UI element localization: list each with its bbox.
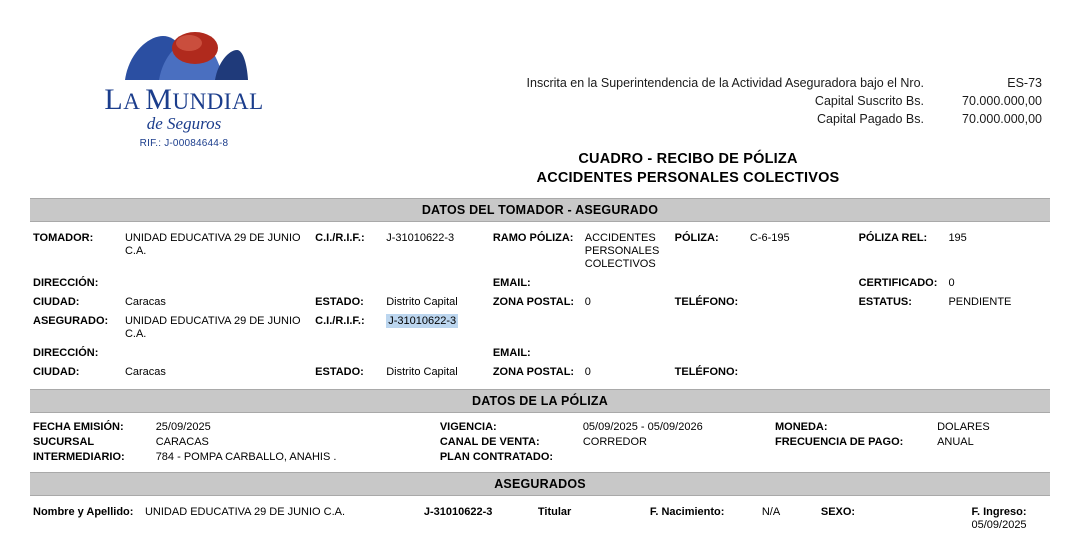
- asegurado-ciudad-label: CIUDAD:: [33, 366, 80, 378]
- brand-name-l: L: [104, 83, 124, 116]
- capital-suscrito-value: 70.000.000,00: [962, 94, 1042, 108]
- table-row: [30, 450, 1050, 465]
- superintendencia-nro: ES-73: [1007, 76, 1042, 90]
- table-row: [30, 274, 1050, 293]
- asegurado-telefono-value: [747, 363, 856, 382]
- document-header: [0, 0, 1080, 188]
- asegurado-email-value: [582, 344, 672, 363]
- fecha-emision-label: FECHA EMISIÓN:: [33, 421, 124, 433]
- moneda-value: DOLARES: [937, 421, 990, 433]
- email-value: [582, 274, 672, 293]
- empty-cell: [672, 344, 747, 363]
- nombre-apellido-value: UNIDAD EDUCATIVA 29 DE JUNIO C.A.: [144, 506, 346, 518]
- brand-name: [34, 84, 334, 116]
- brand-block: [34, 18, 334, 188]
- empty-cell: [934, 450, 1050, 465]
- vigencia-value: 05/09/2025 - 05/09/2026: [582, 421, 703, 433]
- asegurados-data-grid: [30, 503, 1050, 536]
- table-row: [30, 363, 1050, 382]
- asegurado-zona-postal-value: 0: [584, 366, 591, 378]
- empty-cell: [945, 344, 1050, 363]
- estado-value: Distrito Capital: [386, 296, 458, 308]
- empty-cell: [582, 312, 672, 344]
- estatus-value: PENDIENTE: [948, 296, 1012, 308]
- plan-contratado-label: PLAN CONTRATADO:: [439, 451, 554, 463]
- empty-cell: [747, 312, 856, 344]
- certificado-label: CERTIFICADO:: [858, 277, 938, 289]
- asegurado-telefono-label: TELÉFONO:: [674, 366, 739, 378]
- intermediario-label: INTERMEDIARIO:: [33, 451, 125, 463]
- sucursal-label: SUCURSAL: [33, 436, 95, 448]
- document-title-line2: ACCIDENTES PERSONALES COLECTIVOS: [536, 170, 840, 186]
- capital-suscrito-label: Capital Suscrito Bs.: [814, 94, 924, 108]
- tomador-value: UNIDAD EDUCATIVA 29 DE JUNIO C.A.: [124, 232, 301, 257]
- fecha-nacimiento-value: N/A: [761, 506, 781, 518]
- empty-cell: [945, 363, 1050, 382]
- sexo-label: SEXO:: [820, 506, 856, 518]
- section-header-poliza: DATOS DE LA PÓLIZA: [30, 389, 1050, 413]
- empty-cell: [772, 450, 934, 465]
- fecha-nacimiento-label: F. Nacimiento:: [649, 506, 725, 518]
- vigencia-label: VIGENCIA:: [439, 421, 497, 433]
- empty-cell: [490, 312, 582, 344]
- empty-cell: [312, 274, 383, 293]
- email-label: EMAIL:: [492, 277, 531, 289]
- asegurado-tipo-value: Titular: [537, 506, 572, 518]
- table-row: [30, 312, 1050, 344]
- poliza-label: PÓLIZA:: [674, 232, 719, 244]
- asegurado-ciudad-value: Caracas: [124, 366, 166, 378]
- estado-label: ESTADO:: [315, 296, 364, 308]
- moneda-label: MONEDA:: [774, 421, 828, 433]
- asegurado-ci-rif-cell: [383, 312, 490, 344]
- sucursal-value: CARACAS: [155, 436, 209, 448]
- empty-cell: [856, 363, 946, 382]
- poliza-rel-label: PÓLIZA REL:: [858, 232, 928, 244]
- table-row: [30, 344, 1050, 363]
- ci-rif-label: C.I./R.I.F.:: [315, 232, 365, 244]
- sexo-value: [907, 503, 968, 536]
- poliza-rel-value: 195: [948, 232, 967, 244]
- capital-suscrito-row: [334, 92, 1042, 110]
- telefono-value: [747, 293, 856, 312]
- telefono-label: TELÉFONO:: [674, 296, 739, 308]
- zona-postal-value: 0: [584, 296, 591, 308]
- fecha-ingreso-label: F. Ingreso:: [971, 506, 1027, 518]
- asegurado-estado-label: ESTADO:: [315, 366, 364, 378]
- frecuencia-pago-label: FRECUENCIA DE PAGO:: [774, 436, 904, 448]
- table-row: [30, 435, 1050, 450]
- capital-pagado-row: [334, 110, 1042, 128]
- zona-postal-label: ZONA POSTAL:: [492, 296, 575, 308]
- ciudad-label: CIUDAD:: [33, 296, 80, 308]
- poliza-data-grid: [30, 420, 1050, 465]
- fecha-ingreso-value: 05/09/2025: [971, 519, 1027, 531]
- capital-pagado-value: 70.000.000,00: [962, 112, 1042, 126]
- brand-name-a: A: [123, 89, 146, 114]
- asegurado-ci-rif-value[interactable]: J-31010622-3: [388, 315, 457, 327]
- brand-name-m: M: [145, 83, 173, 116]
- tomador-label: TOMADOR:: [33, 232, 94, 244]
- empty-cell: [856, 312, 946, 344]
- asegurado-label: ASEGURADO:: [33, 315, 109, 327]
- ciudad-value: Caracas: [124, 296, 166, 308]
- certificado-value: 0: [948, 277, 955, 289]
- document-title: [334, 150, 1042, 188]
- table-row: [30, 293, 1050, 312]
- ramo-poliza-label: RAMO PÓLIZA:: [492, 232, 574, 244]
- asegurado-ci-rif-label: C.I./R.I.F.:: [315, 315, 365, 327]
- asegurado-rif-value: J-31010622-3: [423, 506, 493, 518]
- plan-contratado-value: [580, 450, 772, 465]
- empty-cell: [672, 274, 747, 293]
- asegurado-value: UNIDAD EDUCATIVA 29 DE JUNIO C.A.: [124, 315, 301, 340]
- table-row: [30, 420, 1050, 435]
- empty-cell: [747, 344, 856, 363]
- nombre-apellido-label: Nombre y Apellido:: [33, 506, 134, 518]
- direccion-label: DIRECCIÓN:: [33, 277, 99, 289]
- brand-subtitle: de Seguros: [146, 113, 222, 133]
- empty-cell: [856, 344, 946, 363]
- canal-venta-value: CORREDOR: [582, 436, 647, 448]
- intermediario-value: 784 - POMPA CARBALLO, ANAHIS .: [155, 451, 337, 463]
- empty-cell: [312, 344, 383, 363]
- brand-name-undial: UNDIAL: [172, 89, 264, 114]
- empty-cell: [383, 344, 490, 363]
- estatus-label: ESTATUS:: [858, 296, 912, 308]
- tomador-data-grid: [30, 229, 1050, 382]
- ramo-poliza-value: ACCIDENTES PERSONALES COLECTIVOS: [584, 232, 660, 270]
- mountain-peaks-logo: [119, 26, 249, 82]
- poliza-value: C-6-195: [749, 232, 790, 244]
- empty-cell: [945, 312, 1050, 344]
- canal-venta-label: CANAL DE VENTA:: [439, 436, 540, 448]
- empty-cell: [747, 274, 856, 293]
- asegurado-direccion-value: [122, 344, 312, 363]
- fecha-emision-value: 25/09/2025: [155, 421, 211, 433]
- superintendencia-text: Inscrita en la Superintendencia de la Actividad Aseguradora bajo el Nro.: [526, 76, 924, 90]
- empty-cell: [672, 312, 747, 344]
- header-right-block: [334, 18, 1046, 188]
- brand-rif: RIF.: J-00084644-8: [139, 137, 229, 149]
- frecuencia-pago-value: ANUAL: [937, 436, 974, 448]
- asegurado-direccion-label: DIRECCIÓN:: [33, 347, 99, 359]
- table-row: [30, 229, 1050, 274]
- direccion-value: [122, 274, 312, 293]
- superintendencia-row: [334, 74, 1042, 92]
- asegurado-estado-value: Distrito Capital: [386, 366, 458, 378]
- capital-pagado-label: Capital Pagado Bs.: [816, 112, 924, 126]
- fecha-ingreso-cell: [969, 503, 1051, 536]
- section-header-asegurados: ASEGURADOS: [30, 472, 1050, 496]
- empty-cell: [383, 274, 490, 293]
- ci-rif-value: J-31010622-3: [386, 232, 455, 244]
- document-title-line1: CUADRO - RECIBO DE PÓLIZA: [578, 151, 798, 167]
- section-header-tomador: DATOS DEL TOMADOR - ASEGURADO: [30, 198, 1050, 222]
- table-row: [30, 503, 1050, 536]
- asegurado-email-label: EMAIL:: [492, 347, 531, 359]
- asegurado-zona-postal-label: ZONA POSTAL:: [492, 366, 575, 378]
